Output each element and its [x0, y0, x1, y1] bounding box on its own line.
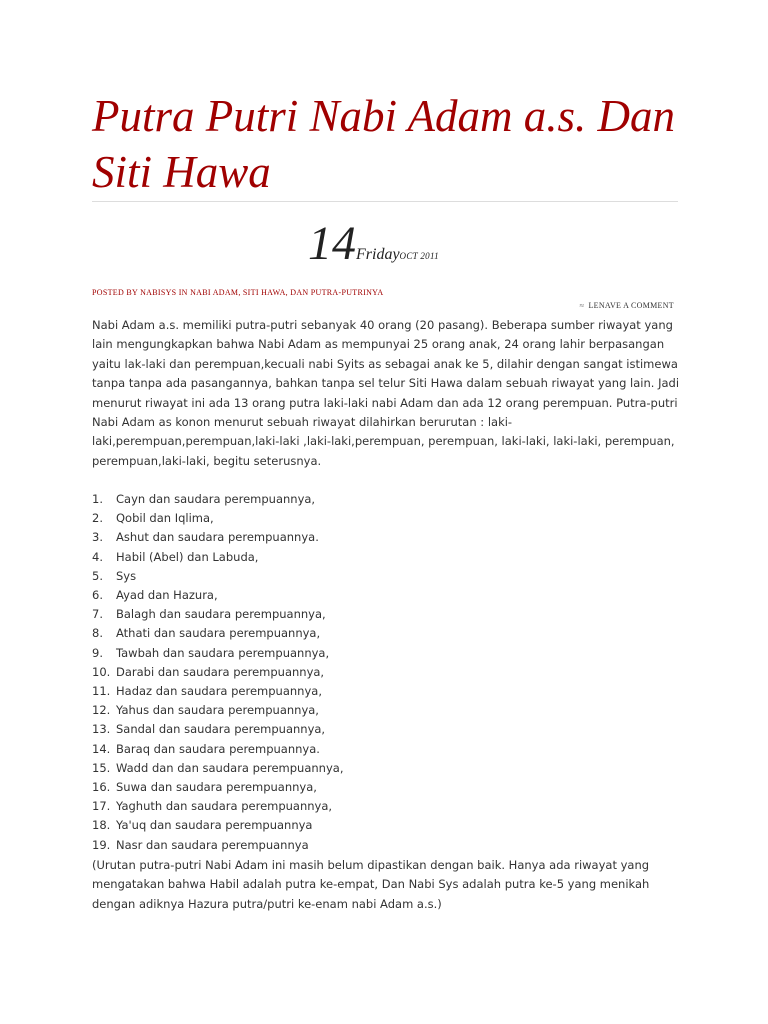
- leave-comment-label: LENAVE A COMMENT: [588, 301, 674, 310]
- title-divider: [92, 201, 678, 202]
- post-title[interactable]: Putra Putri Nabi Adam a.s. Dan Siti Hawa: [92, 91, 675, 197]
- list-item: 10. Darabi dan saudara perempuannya,: [92, 664, 325, 679]
- list-item: 8. Athati dan saudara perempuannya,: [92, 626, 321, 641]
- category-links[interactable]: NABI ADAM, SITI HAWA, DAN PUTRA-PUTRINYA: [190, 288, 384, 297]
- posted-by-label: POSTED BY: [92, 288, 138, 297]
- post-meta: [92, 288, 678, 297]
- in-label: IN: [178, 288, 188, 297]
- date-weekday: Friday: [356, 246, 400, 263]
- author-link[interactable]: NABISYS: [140, 288, 177, 297]
- list-item: 13. Sandal dan saudara perempuannya,: [92, 722, 326, 737]
- list-item: 7. Balagh dan saudara perempuannya,: [92, 607, 326, 622]
- list-item: 18. Ya'uq dan saudara perempuannya: [92, 818, 313, 833]
- closing-note: (Urutan putra-putri Nabi Adam ini masih belum dipastikan dengan baik. Hanya ada riwayat yang mengatakan bahwa Habil adalah putra ke-empat, Dan Nabi Sys adalah putra ke-5 yang menikah dengan adiknya Hazura putra/putri ke-enam nabi Adam a.s.): [92, 858, 650, 911]
- date-day: 14: [308, 217, 356, 270]
- list-item: 4. Habil (Abel) dan Labuda,: [92, 549, 259, 564]
- list-item: 16. Suwa dan saudara perempuannya,: [92, 780, 317, 795]
- list-item: 11. Hadaz dan saudara perempuannya,: [92, 684, 322, 699]
- leave-comment-link[interactable]: [579, 301, 674, 310]
- list-item: 1. Cayn dan saudara perempuannya,: [92, 492, 316, 506]
- intro-paragraph: Nabi Adam a.s. memiliki putra-putri sebanyak 40 orang (20 pasang). Beberapa sumber riwayat yang lain mengungkapkan bahwa Nabi Adam as mempunyai 25 orang anak, 24 orang lahir berpasangan yaitu lak-laki dan perempuan,kecuali nabi Syits as sebagai anak ke 5, dilahir dengan sangat istimewa tanpa tanpa ada pasangannya, bahkan tanpa sel telur Siti Hawa dalam sebuah riwayat yang lain. Jadi menurut riwayat ini ada 13 orang putra laki-laki nabi Adam dan ada 12 orang perempuan. Putra-putri Nabi Adam as konon menurut sebuah riwayat dilahirkan berurutan : laki-laki,perempuan,perempuan,laki-laki ,laki-laki,perempuan, perempuan, laki-laki, laki-laki, perempuan, perempuan,laki-laki, begitu seterusnya.: [92, 318, 680, 468]
- list-item: 6. Ayad dan Hazura,: [92, 588, 218, 603]
- post-date: [308, 216, 439, 272]
- list-item: 17. Yaghuth dan saudara perempuannya,: [92, 799, 333, 814]
- list-item: 5. Sys: [92, 568, 137, 583]
- date-month-year: OCT 2011: [399, 251, 439, 261]
- list-item: 12. Yahus dan saudara perempuannya,: [92, 703, 319, 718]
- list-item: 14. Baraq dan saudara perempuannya.: [92, 741, 320, 756]
- list-item: 19. Nasr dan saudara perempuannya: [92, 837, 309, 852]
- comment-icon: ≈: [579, 301, 585, 310]
- list-item: 3. Ashut dan saudara perempuannya.: [92, 530, 319, 545]
- children-list: [92, 490, 678, 855]
- list-item: 9. Tawbah dan saudara perempuannya,: [92, 645, 330, 660]
- list-item: 2. Qobil dan Iqlima,: [92, 511, 214, 526]
- list-item: 15. Wadd dan dan saudara perempuannya,: [92, 760, 344, 775]
